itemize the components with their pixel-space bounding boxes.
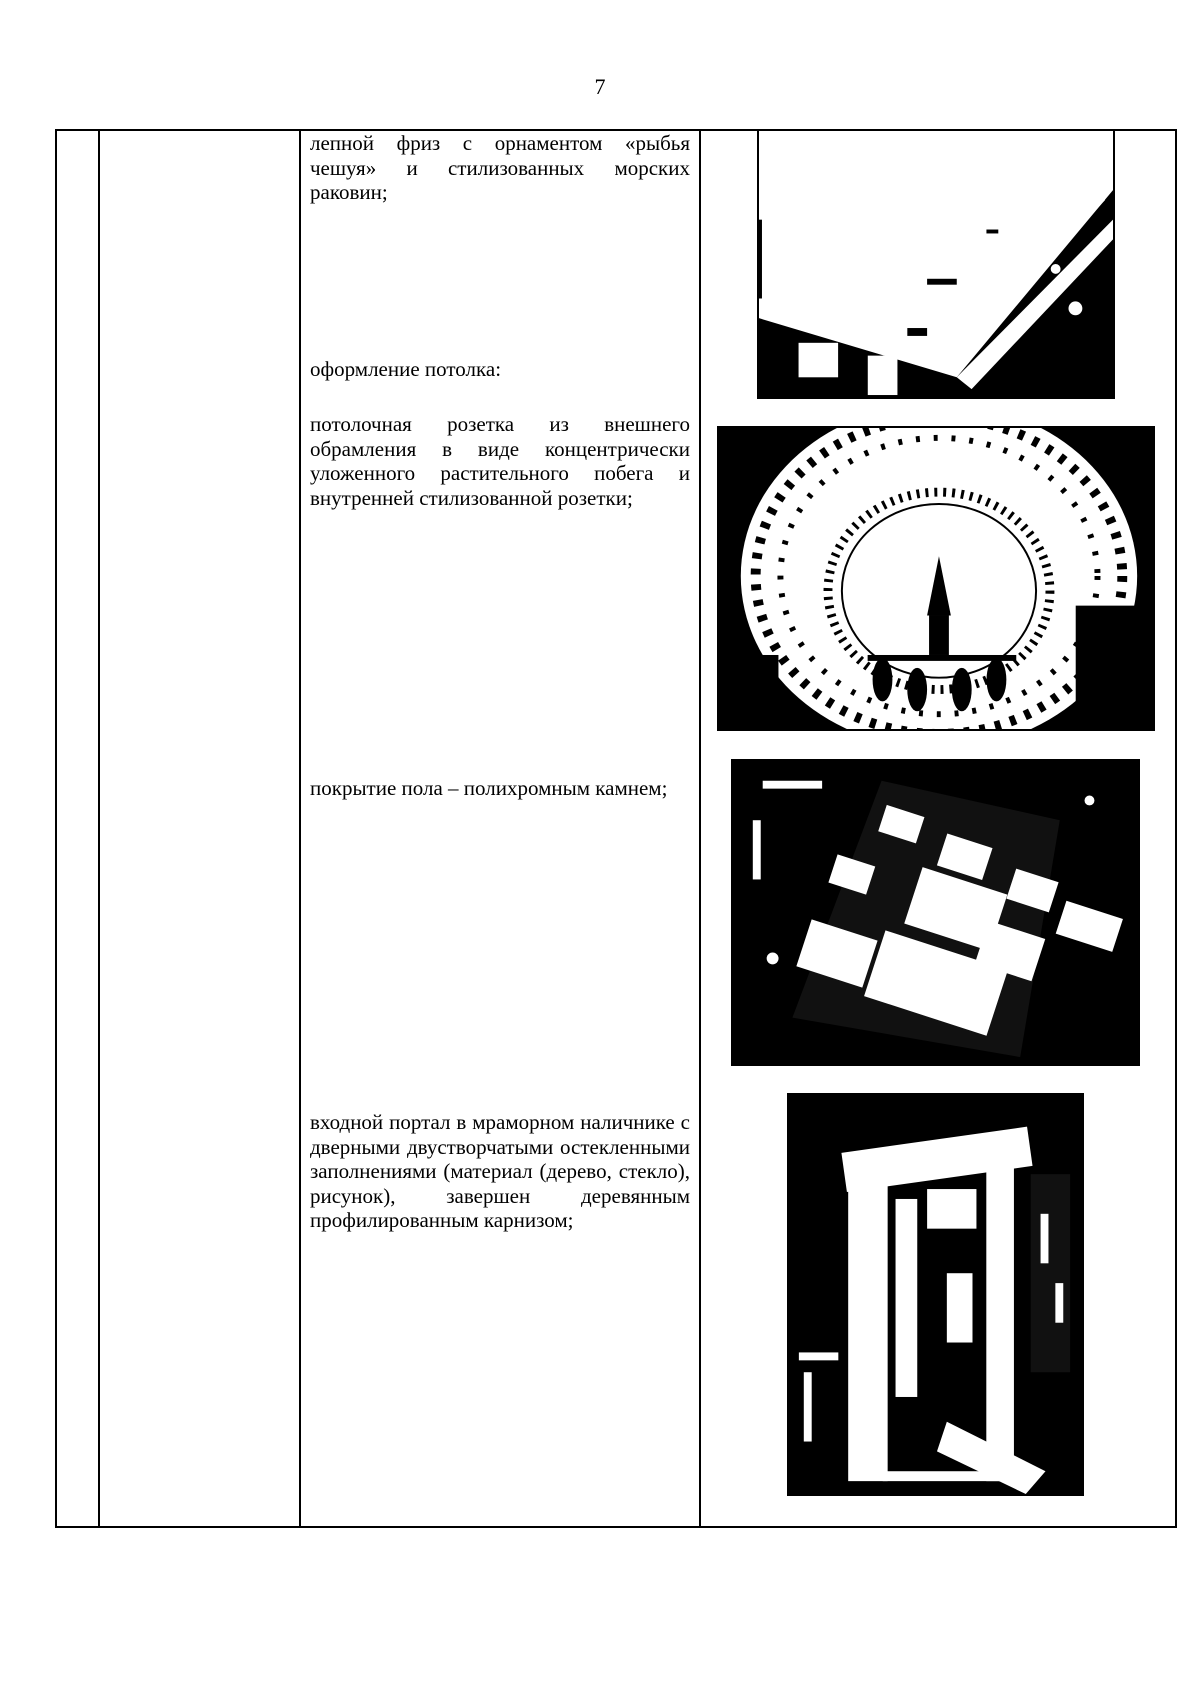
item-portal-text: входной портал в мраморном наличнике с дверными двустворчатыми остекленными заполнениями (материал (дерево, стекло), рисунок), завершен деревянным профилированным карнизом; (310, 1110, 690, 1232)
item-ceiling-heading: оформление потолка: (310, 357, 502, 381)
item-floor-text: покрытие пола – полихромным камнем; (310, 776, 668, 800)
item-frieze-text: лепной фриз с орнаментом «рыбья чешуя» и стилизованных морских раковин; (310, 131, 690, 204)
page-number: 7 (594, 74, 606, 99)
column-divider-1 (98, 131, 100, 1526)
stone-floor-photo (731, 759, 1140, 1066)
column-divider-3 (699, 131, 701, 1526)
ornamental-frieze-photo (757, 129, 1115, 399)
column-divider-2 (299, 131, 301, 1526)
ceiling-rosette-photo (717, 426, 1155, 731)
item-rosette-text: потолочная розетка из внешнего обрамления в виде концентрически уложенного растительного побега и внутренней стилизованной розетки; (310, 412, 690, 510)
entrance-portal-photo (787, 1093, 1084, 1496)
